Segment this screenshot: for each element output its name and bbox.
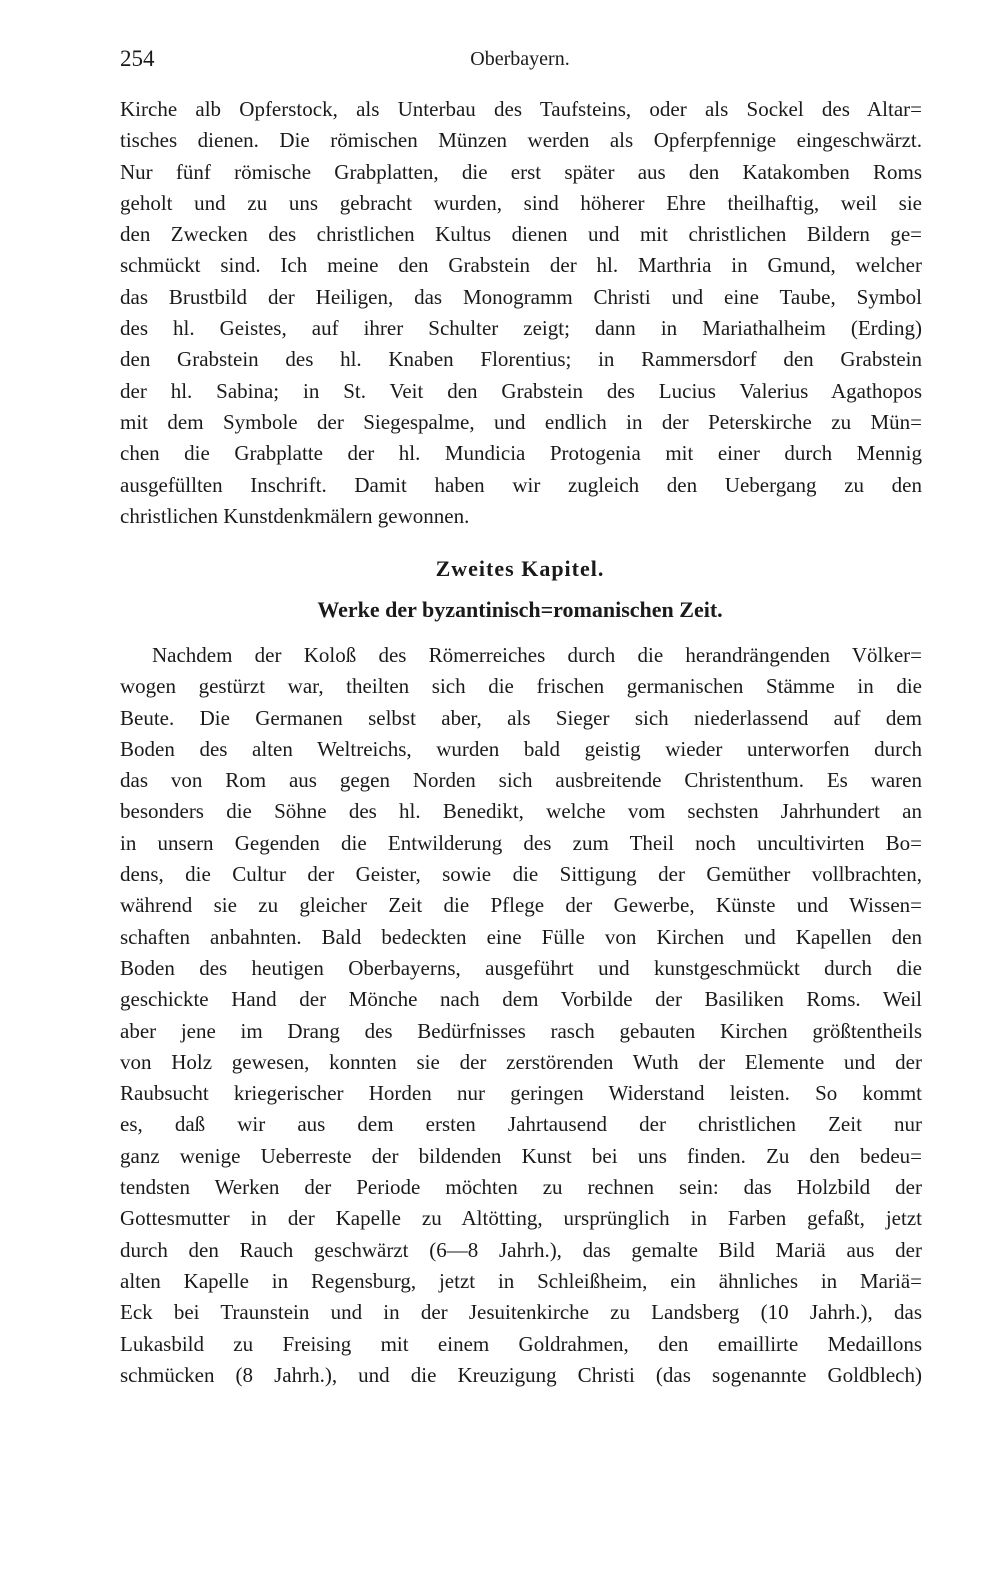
text-line: des hl. Geistes, auf ihrer Schulter zeigt; dann in Mariathalheim (Erding) bbox=[120, 316, 922, 341]
text-line: besonders die Söhne des hl. Benedikt, welche vom sechsten Jahrhundert an bbox=[120, 799, 922, 824]
text-line: von Holz gewesen, konnten sie der zerstörenden Wuth der Elemente und der bbox=[120, 1049, 922, 1074]
text-line: Nur fünf römische Grabplatten, die erst später aus den Katakomben Roms bbox=[120, 159, 922, 184]
text-line: in unsern Gegenden die Entwilderung des zum Theil noch uncultivirten Bo= bbox=[120, 830, 922, 855]
running-head: Oberbayern. bbox=[470, 48, 570, 70]
chapter-heading: Zweites Kapitel. bbox=[435, 556, 605, 581]
text-line: geschickte Hand der Mönche nach dem Vorbilde der Basiliken Roms. Weil bbox=[120, 987, 922, 1012]
text-line: tisches dienen. Die römischen Münzen werden als Opferpfennige eingeschwärzt. bbox=[120, 128, 922, 153]
text-line: Eck bei Traunstein und in der Jesuitenkirche zu Landsberg (10 Jahrh.), das bbox=[120, 1300, 922, 1325]
text-line: Nachdem der Koloß des Römerreiches durch die herandrängenden Völker= bbox=[152, 643, 922, 667]
text-line: ausgefüllten Inschrift. Damit haben wir zugleich den Uebergang zu den bbox=[120, 472, 922, 497]
page-number: 254 bbox=[120, 46, 155, 71]
text-line: es, daß wir aus dem ersten Jahrtausend der christlichen Zeit nur bbox=[120, 1112, 922, 1137]
text-line: chen die Grabplatte der hl. Mundicia Protogenia mit einer durch Mennig bbox=[120, 441, 922, 466]
text-line: das von Rom aus gegen Norden sich ausbreitende Christenthum. Es waren bbox=[120, 768, 922, 793]
text-line: christlichen Kunstdenkmälern gewonnen. bbox=[120, 503, 470, 528]
text-line: wogen gestürzt war, theilten sich die frischen germanischen Stämme in die bbox=[120, 674, 922, 699]
top-paragraph bbox=[120, 94, 922, 532]
text-line: das Brustbild der Heiligen, das Monogramm Christi und eine Taube, Symbol bbox=[120, 284, 922, 309]
page-header bbox=[120, 46, 920, 82]
text-line: Gottesmutter in der Kapelle zu Altötting, ursprünglich in Farben gefaßt, jetzt bbox=[120, 1206, 922, 1231]
body-paragraph bbox=[120, 640, 922, 1391]
text-line: schmückt sind. Ich meine den Grabstein der hl. Marthria in Gmund, welcher bbox=[120, 253, 922, 278]
text-line: tendsten Werken der Periode möchten zu rechnen sein: das Holzbild der bbox=[120, 1175, 922, 1200]
section-heading: Werke der byzantinisch=romanischen Zeit. bbox=[317, 597, 723, 622]
text-line: Boden des alten Weltreichs, wurden bald geistig wieder unterworfen durch bbox=[120, 736, 922, 761]
text-line: ganz wenige Ueberreste der bildenden Kunst bei uns finden. Zu den bedeu= bbox=[120, 1143, 922, 1168]
text-line: Lukasbild zu Freising mit einem Goldrahmen, den emaillirte Medaillons bbox=[120, 1331, 922, 1356]
text-line: Beute. Die Germanen selbst aber, als Sieger sich niederlassend auf dem bbox=[120, 705, 922, 730]
text-line: den Zwecken des christlichen Kultus dienen und mit christlichen Bildern ge= bbox=[120, 222, 922, 247]
text-line: der hl. Sabina; in St. Veit den Grabstein des Lucius Valerius Agathopos bbox=[120, 378, 922, 403]
text-line: Boden des heutigen Oberbayerns, ausgeführt und kunstgeschmückt durch die bbox=[120, 955, 922, 980]
text-line: Raubsucht kriegerischer Horden nur geringen Widerstand leisten. So kommt bbox=[120, 1081, 922, 1106]
text-line: mit dem Symbole der Siegespalme, und endlich in der Peterskirche zu Mün= bbox=[120, 409, 922, 434]
text-line: aber jene im Drang des Bedürfnisses rasch gebauten Kirchen größtentheils bbox=[120, 1018, 922, 1043]
text-line: den Grabstein des hl. Knaben Florentius; in Rammersdorf den Grabstein bbox=[120, 347, 922, 372]
text-line: durch den Rauch geschwärzt (6—8 Jahrh.), das gemalte Bild Mariä aus der bbox=[120, 1237, 922, 1262]
text-line: geholt und zu uns gebracht wurden, sind höherer Ehre theilhaftig, weil sie bbox=[120, 190, 922, 215]
text-line: dens, die Cultur der Geister, sowie die Sittigung der Gemüther vollbrachten, bbox=[120, 862, 922, 887]
text-line: schaften anbahnten. Bald bedeckten eine Fülle von Kirchen und Kapellen den bbox=[120, 924, 922, 949]
text-line: schmücken (8 Jahrh.), und die Kreuzigung Christi (das sogenannte Goldblech) bbox=[120, 1362, 922, 1387]
text-line: während sie zu gleicher Zeit die Pflege der Gewerbe, Künste und Wissen= bbox=[120, 893, 922, 918]
text-line: Kirche alb Opferstock, als Unterbau des Taufsteins, oder als Sockel des Altar= bbox=[120, 97, 922, 121]
text-line: alten Kapelle in Regensburg, jetzt in Schleißheim, ein ähnliches in Mariä= bbox=[120, 1268, 922, 1293]
